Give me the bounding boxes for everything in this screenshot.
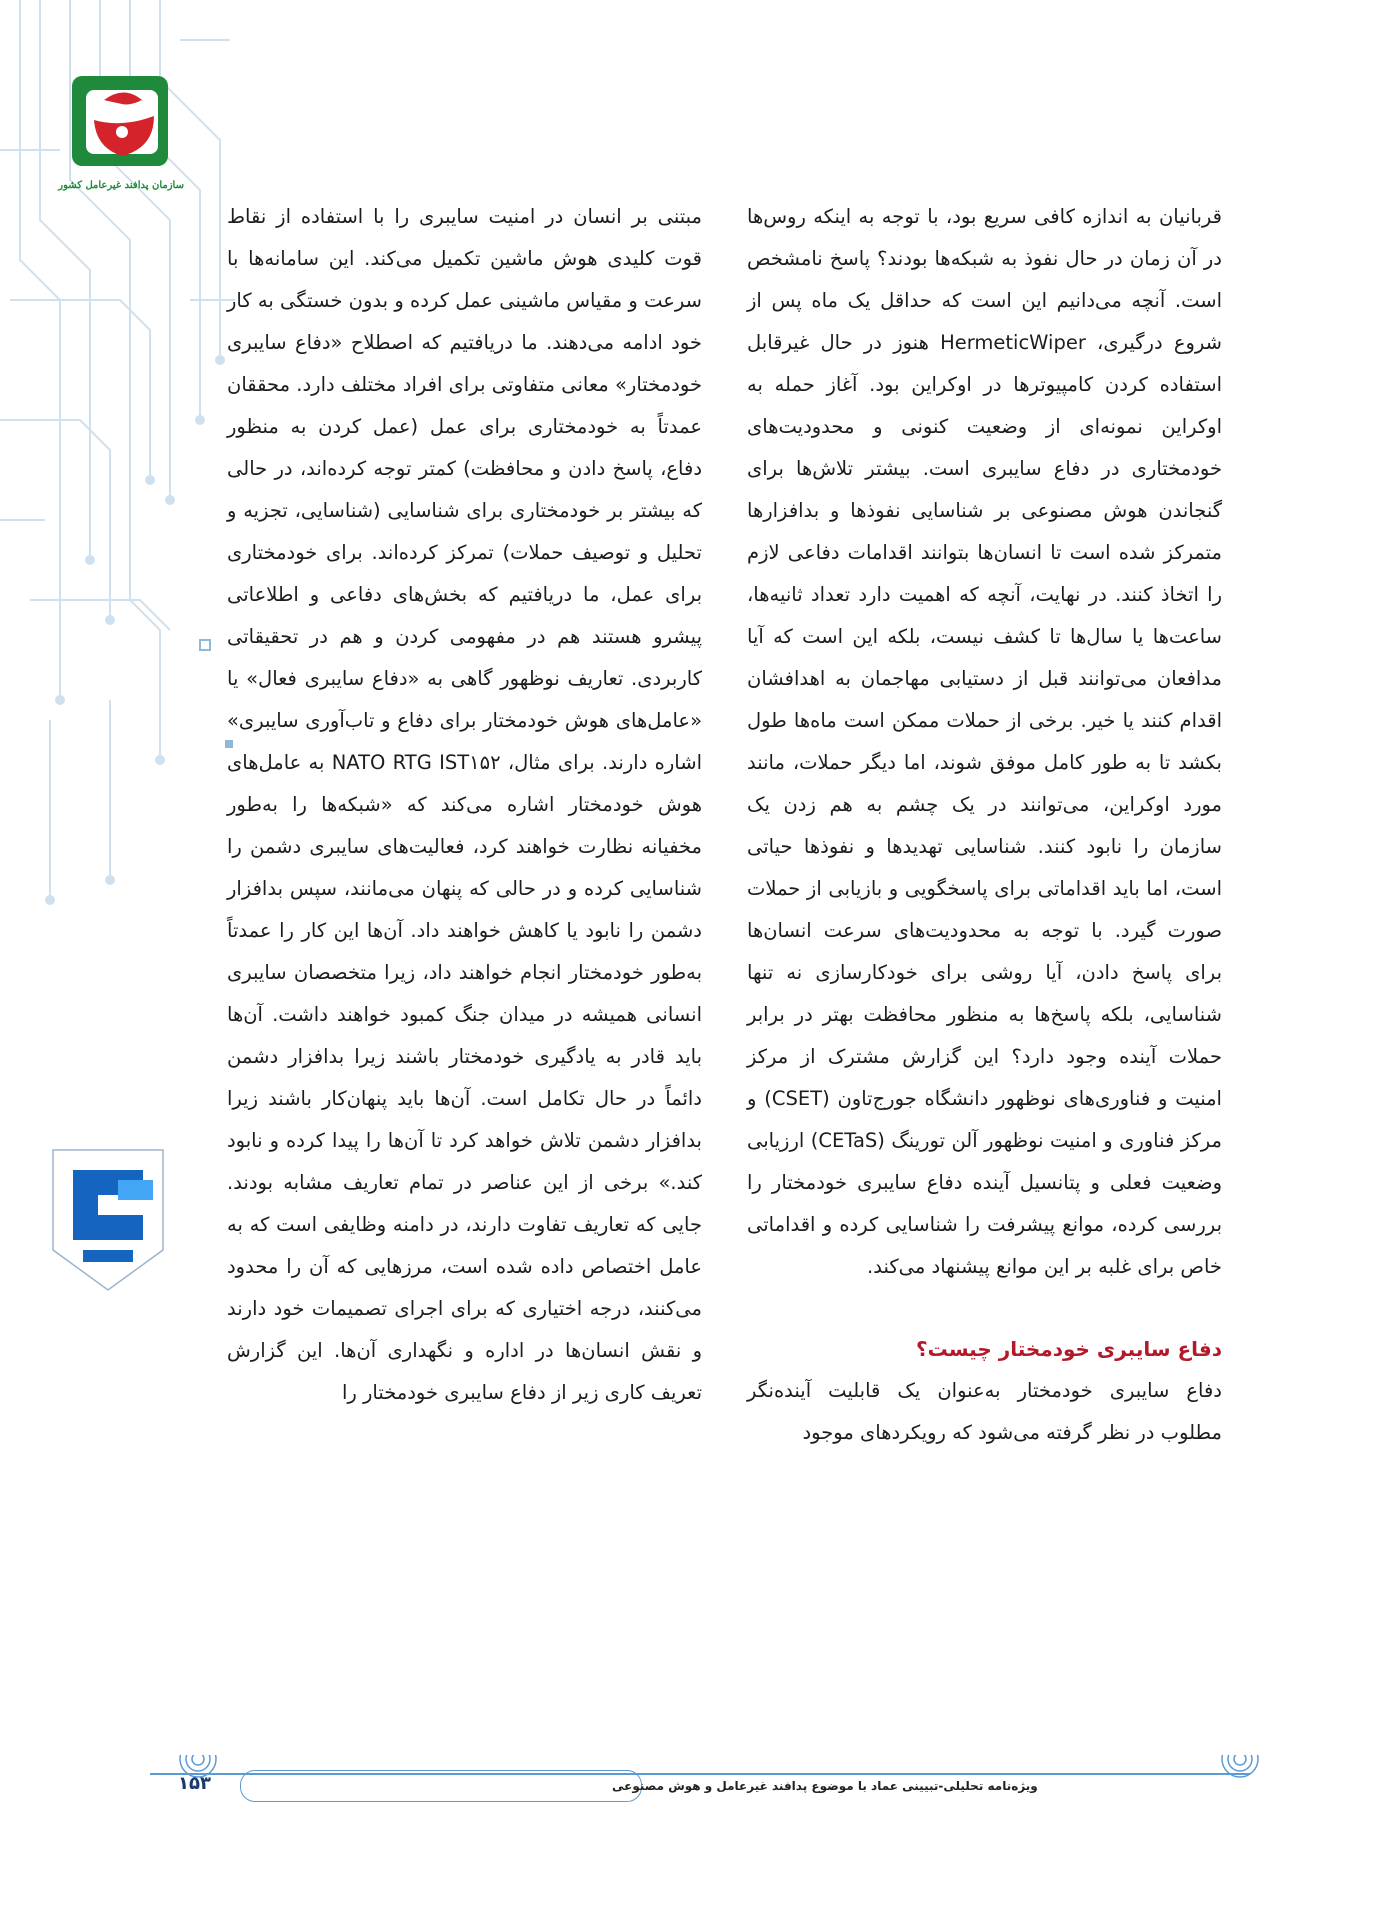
body-paragraph: دفاع سایبری خودمختار به‌عنوان یک قابلیت آینده‌نگر مطلوب در نظر گرفته می‌شود که رویکردهای موجود [747, 1379, 1222, 1444]
emad-logo-icon [28, 1140, 188, 1300]
footer-title: ویژه‌نامه تحلیلی-تبیینی عماد با موضوع پدافند غیرعامل و هوش مصنوعی [612, 1779, 1038, 1793]
organization-logo [58, 70, 184, 191]
circuit-decoration [0, 0, 240, 1929]
footer-pill [240, 1770, 642, 1802]
section-heading: دفاع سایبری خودمختار چیست؟ [916, 1337, 1222, 1361]
text-column-right [747, 196, 1222, 1454]
text-column-left [227, 196, 702, 1414]
logo-caption: سازمان پدافند غیرعامل کشور [58, 180, 184, 191]
passive-defense-emblem-icon [58, 70, 184, 191]
body-paragraph: مبتنی بر انسان در امنیت سایبری را با استفاده از نقاط قوت کلیدی هوش ماشین تکمیل می‌کند. این سامانه‌ها با سرعت و مقیاس ماشینی عمل کرده و بدون خستگی به کار خود ادامه می‌دهند. ما دریافتیم که اصطلاح «دفاع سایبری خودمختار» معانی متفاوتی برای افراد مختلف دارد. محققان عمدتاً به خودمختاری برای عمل (عمل کردن به منظور دفاع، پاسخ دادن و محافظت) کمتر توجه کرده‌اند، در حالی که بیشتر بر خودمختاری برای شناسایی (شناسایی، تجزیه و تحلیل و توصیف حملات) تمرکز کرده‌اند. برای خودمختاری برای عمل، ما دریافتیم که بخش‌های دفاعی و اطلاعاتی پیشرو هستند هم در مفهومی کردن و هم در تحقیقاتی کاربردی. تعاریف نوظهور گاهی به «دفاع سایبری فعال» یا «عامل‌های هوش خودمختار برای دفاع و تاب‌آوری سایبری» اشاره دارند. برای مثال، NATO RTG IST۱۵۲ به عامل‌های هوش خودمختار اشاره می‌کند که «شبکه‌ها را به‌طور مخفیانه نظارت خواهند کرد، فعالیت‌های سایبری دشمن را شناسایی کرده و در حالی که پنهان می‌مانند، سپس بدافزار دشمن را نابود یا کاهش خواهند داد. آن‌ها این کار را عمدتاً به‌طور خودمختار انجام خواهند داد، زیرا متخصصان سایبری انسانی همیشه در میدان جنگ کمبود خواهند داشت. آن‌ها باید قادر به یادگیری خودمختار باشند زیرا بدافزار دشمن دائماً در حال تکامل است. آن‌ها باید پنهان‌کار باشند زیرا بدافزار دشمن تلاش خواهد کرد تا آن‌ها را پیدا کرده و نابود کند.» برخی از این عناصر در تمام تعاریف مشابه بودند. جایی که تعاریف تفاوت دارند، در دامنه وظایفی است که به عامل اختصاص داده شده است، مرزهایی که آن را محدود می‌کنند، درجه اختیاری که برای اجرای تصمیمات خود دارند و نقش انسان‌ها در اداره و نگهداری آن‌ها. این گزارش تعریف کاری زیر از دفاع سایبری خودمختار را [227, 205, 702, 1404]
spiral-ornament-icon [1210, 1755, 1270, 1779]
page-number: ۱۵۳ [178, 1773, 211, 1794]
body-paragraph: قربانیان به اندازه کافی سریع بود، با توجه به اینکه روس‌ها در آن زمان در حال نفوذ به شبکه‌ها بودند؟ پاسخ نامشخص است. آنچه می‌دانیم این است که حداقل یک ماه پس از شروع درگیری، HermeticWiper هنوز در حال غیرقابل استفاده کردن کامپیوترها در اوکراین بود. آغاز حمله به اوکراین نمونه‌ای از وضعیت کنونی و محدودیت‌های خودمختاری در دفاع سایبری است. بیشتر تلاش‌ها برای گنجاندن هوش مصنوعی بر شناسایی نفوذها و بدافزارها متمرکز شده است تا انسان‌ها بتوانند اقدامات دفاعی لازم را اتخاذ کنند. در نهایت، آنچه که اهمیت دارد تعداد ثانیه‌ها، ساعت‌ها یا سال‌ها تا کشف نیست، بلکه این است که آیا مدافعان می‌توانند قبل از دستیابی مهاجمان به اهدافشان اقدام کنند یا خیر. برخی از حملات ممکن است ماه‌ها طول بکشد تا به طور کامل موفق شوند، اما دیگر حملات، مانند مورد اوکراین، می‌توانند در یک چشم به هم زدن یک سازمان را نابود کنند. شناسایی تهدیدها و نفوذها حیاتی است، اما باید اقداماتی برای پاسخگویی و بازیابی از حملات صورت گیرد. با توجه به محدودیت‌های سرعت انسان‌ها برای پاسخ دادن، آیا روشی برای خودکارسازی نه تنها شناسایی، بلکه پاسخ‌ها به منظور محافظت بهتر در برابر حملات آینده وجود دارد؟ این گزارش مشترک از مرکز امنیت و فناوری‌های نوظهور دانشگاه جورج‌تاون (CSET) و مرکز فناوری و امنیت نوظهور آلن تورینگ (CETaS) ارزیابی وضعیت فعلی و پتانسیل آینده دفاع سایبری خودمختار را بررسی کرده، موانع پیشرفت را شناسایی کرده و اقداماتی خاص برای غلبه بر این موانع پیشنهاد می‌کند. [747, 205, 1222, 1278]
